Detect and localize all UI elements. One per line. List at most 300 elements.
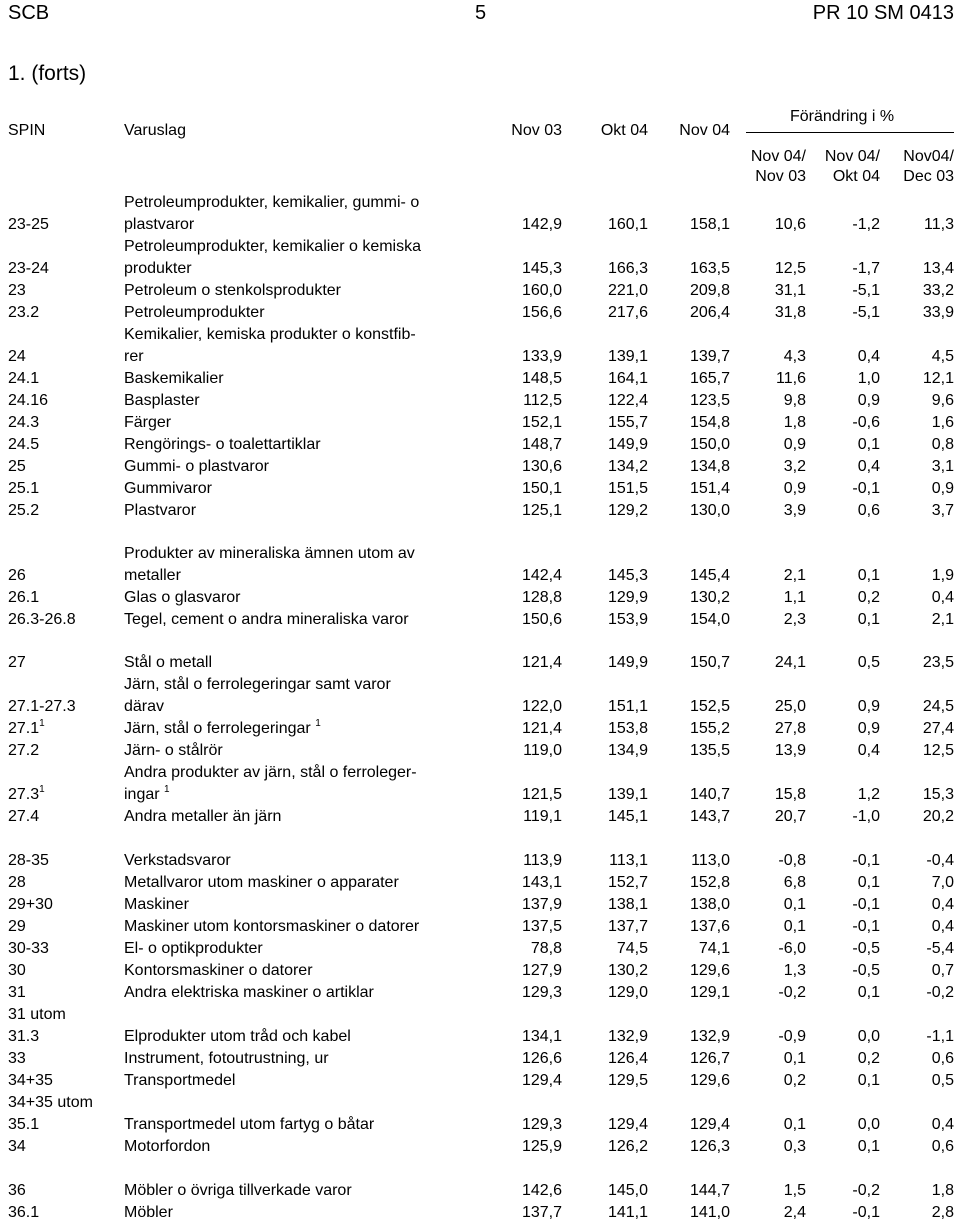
row-name xyxy=(124,434,484,456)
row-code-text: 23-25 xyxy=(8,216,49,233)
value-nov03: 130,6 xyxy=(521,458,562,475)
row-name xyxy=(124,916,484,938)
change-nov04-nov03: 0,1 xyxy=(783,1050,806,1067)
change-nov04-dec03: 15,3 xyxy=(922,786,954,803)
change-nov04-dec03: 20,2 xyxy=(922,808,954,825)
row-name xyxy=(124,1136,484,1158)
change-nov04-nov03: 1,1 xyxy=(783,589,806,606)
change-nov04-okt04: 0,4 xyxy=(857,742,880,759)
value-nov03: 119,1 xyxy=(523,808,562,825)
change-nov04-nov03: 0,9 xyxy=(783,480,806,497)
change-nov04-nov03: 0,1 xyxy=(783,918,806,935)
row-code xyxy=(8,500,39,522)
row-name-text: Transportmedel xyxy=(124,1072,236,1089)
value-nov03: 127,9 xyxy=(521,962,562,979)
value-nov04: 150,7 xyxy=(689,654,730,671)
value-nov04: 132,9 xyxy=(689,1028,730,1045)
table-row xyxy=(0,1026,960,1048)
change-nov04-nov03: 0,1 xyxy=(783,1116,806,1133)
row-name-text: Rengörings- o toalettartiklar xyxy=(124,436,321,453)
change-nov04-nov03: 2,4 xyxy=(783,1204,806,1221)
value-nov03: 126,6 xyxy=(521,1050,562,1067)
change-nov04-dec03: 2,8 xyxy=(931,1204,954,1221)
col-ch3-line2: Dec 03 xyxy=(903,168,954,185)
table-row xyxy=(0,1180,960,1202)
value-nov03: 129,3 xyxy=(521,1116,562,1133)
value-okt04: 134,2 xyxy=(607,458,648,475)
row-name xyxy=(124,960,484,982)
change-nov04-dec03: 0,4 xyxy=(931,896,954,913)
row-name xyxy=(124,609,484,631)
row-name-line xyxy=(124,434,484,456)
change-nov04-dec03: 0,4 xyxy=(931,1116,954,1133)
row-name-line xyxy=(124,609,484,631)
row-code-text: 24.16 xyxy=(8,392,49,409)
change-nov04-nov03: 31,1 xyxy=(774,282,806,299)
change-nov04-nov03: 12,5 xyxy=(774,260,806,277)
change-nov04-dec03: 3,7 xyxy=(931,502,954,519)
row-code-text: 24.3 xyxy=(8,414,40,431)
row-name xyxy=(124,302,484,324)
col-varuslag: Varuslag xyxy=(124,122,186,139)
table-row xyxy=(0,718,960,740)
row-code-text: 27.4 xyxy=(8,808,40,825)
col-nov04: Nov 04 xyxy=(679,122,730,139)
change-nov04-dec03: 13,4 xyxy=(922,260,954,277)
row-name xyxy=(124,478,484,500)
change-nov04-okt04: -1,7 xyxy=(852,260,880,277)
value-okt04: 221,0 xyxy=(607,282,648,299)
row-code-text: 26.3-26.8 xyxy=(8,611,76,628)
change-nov04-dec03: -5,4 xyxy=(926,940,954,957)
value-okt04: 141,1 xyxy=(607,1204,648,1221)
value-nov03: 156,6 xyxy=(521,304,562,321)
row-name-text: Glas o glasvaror xyxy=(124,589,241,606)
table-row xyxy=(0,740,960,762)
row-code-text: 29+30 xyxy=(8,896,53,913)
table-row xyxy=(0,280,960,302)
change-nov04-dec03: 0,4 xyxy=(931,589,954,606)
row-name-text: Gummi- o plastvaror xyxy=(124,458,269,475)
row-name xyxy=(124,1026,484,1048)
row-code-text: 24.1 xyxy=(8,370,40,387)
value-okt04: 122,4 xyxy=(607,392,648,409)
change-nov04-dec03: 12,1 xyxy=(922,370,954,387)
row-name-line xyxy=(124,236,484,258)
change-nov04-okt04: 0,9 xyxy=(857,698,880,715)
value-okt04: 132,9 xyxy=(607,1028,648,1045)
change-nov04-dec03: 0,4 xyxy=(931,918,954,935)
table-row xyxy=(0,1048,960,1070)
value-nov03: 142,4 xyxy=(521,567,562,584)
row-name-line xyxy=(124,302,484,324)
value-okt04: 113,1 xyxy=(609,852,648,869)
row-code xyxy=(8,740,39,762)
row-name xyxy=(124,1070,484,1092)
value-nov03: 160,0 xyxy=(521,282,562,299)
row-code-text: 31 utom xyxy=(8,1006,66,1023)
table-row xyxy=(0,238,960,280)
row-code xyxy=(8,258,49,280)
row-name xyxy=(124,652,484,674)
row-code xyxy=(8,1180,26,1202)
row-name-text: Andra elektriska maskiner o artiklar xyxy=(124,984,374,1001)
value-nov03: 78,8 xyxy=(530,940,562,957)
row-name xyxy=(124,587,484,609)
row-name-text: Transportmedel utom fartyg o båtar xyxy=(124,1116,375,1133)
row-name-line xyxy=(124,696,484,718)
row-name-line xyxy=(124,543,484,565)
row-code xyxy=(8,368,39,390)
change-nov04-dec03: 24,5 xyxy=(922,698,954,715)
row-name-line xyxy=(124,280,484,302)
row-name xyxy=(124,718,484,740)
page-number: 5 xyxy=(475,2,487,24)
value-nov04: 138,0 xyxy=(689,896,730,913)
row-code xyxy=(8,960,26,982)
row-code xyxy=(8,872,26,894)
col-spin: SPIN xyxy=(8,122,46,139)
row-name-text: rer xyxy=(124,348,144,365)
row-name xyxy=(124,740,484,762)
change-nov04-okt04: -0,1 xyxy=(852,852,880,869)
footnote-marker: 1 xyxy=(39,718,45,729)
value-nov04: 150,0 xyxy=(689,436,730,453)
row-name xyxy=(124,390,484,412)
row-code xyxy=(8,1070,53,1092)
row-name-text: därav xyxy=(124,698,165,715)
row-name-line xyxy=(124,850,484,872)
change-nov04-dec03: 0,6 xyxy=(931,1050,954,1067)
change-nov04-okt04: 0,0 xyxy=(857,1116,880,1133)
row-name-line xyxy=(124,412,484,434)
table-row xyxy=(0,806,960,828)
value-nov03: 121,5 xyxy=(521,786,562,803)
value-okt04: 153,8 xyxy=(607,720,648,737)
value-nov03: 137,7 xyxy=(521,1204,562,1221)
change-nov04-dec03: 9,6 xyxy=(931,392,954,409)
row-name-line xyxy=(124,258,484,280)
value-okt04: 138,1 xyxy=(607,896,648,913)
table-row xyxy=(0,1004,960,1026)
row-code-text: 25.2 xyxy=(8,502,40,519)
table-row xyxy=(0,894,960,916)
col-ch3-line1: Nov04/ xyxy=(903,148,954,165)
row-name-text: Kontorsmaskiner o datorer xyxy=(124,962,313,979)
row-name-text: Basplaster xyxy=(124,392,200,409)
row-name-line xyxy=(124,1136,484,1158)
change-nov04-nov03: 15,8 xyxy=(774,786,806,803)
row-code xyxy=(8,214,49,236)
row-code xyxy=(8,1092,93,1114)
value-okt04: 130,2 xyxy=(607,962,648,979)
row-code xyxy=(8,718,45,740)
change-nov04-nov03: 0,3 xyxy=(783,1138,806,1155)
row-name-text: Möbler o övriga tillverkade varor xyxy=(124,1182,352,1199)
value-nov03: 122,0 xyxy=(521,698,562,715)
change-nov04-nov03: 1,5 xyxy=(783,1182,806,1199)
row-name-line xyxy=(124,1114,484,1136)
row-name xyxy=(124,500,484,522)
row-code xyxy=(8,478,39,500)
row-code xyxy=(8,302,39,324)
value-okt04: 160,1 xyxy=(607,216,648,233)
row-code xyxy=(8,609,76,631)
value-nov04: 155,2 xyxy=(689,720,730,737)
change-nov04-dec03: 4,5 xyxy=(931,348,954,365)
row-code xyxy=(8,1202,39,1224)
row-name-text: Järn, stål o ferrolegeringar samt varor xyxy=(124,676,391,693)
change-nov04-okt04: -1,0 xyxy=(852,808,880,825)
row-code-text: 28-35 xyxy=(8,852,49,869)
change-nov04-nov03: 4,3 xyxy=(783,348,806,365)
row-name xyxy=(124,412,484,434)
table-row xyxy=(0,500,960,522)
value-nov03: 129,3 xyxy=(521,984,562,1001)
row-code xyxy=(8,784,45,806)
row-name-line xyxy=(124,1048,484,1070)
value-nov03: 121,4 xyxy=(521,654,562,671)
change-nov04-nov03: 31,8 xyxy=(774,304,806,321)
value-okt04: 134,9 xyxy=(607,742,648,759)
row-name-line xyxy=(124,674,484,696)
row-code-text: 28 xyxy=(8,874,26,891)
row-name xyxy=(124,280,484,302)
row-name-text: El- o optikprodukter xyxy=(124,940,263,957)
change-nov04-dec03: 0,7 xyxy=(931,962,954,979)
row-name-text: Petroleumprodukter xyxy=(124,304,265,321)
change-nov04-dec03: 11,3 xyxy=(924,216,954,233)
value-okt04: 126,2 xyxy=(607,1138,648,1155)
change-nov04-okt04: 1,2 xyxy=(857,786,880,803)
row-name-text: Petroleum o stenkolsprodukter xyxy=(124,282,341,299)
value-nov04: 134,8 xyxy=(689,458,730,475)
value-nov04: 129,4 xyxy=(689,1116,730,1133)
row-name-text: Kemikalier, kemiska produkter o konstfib- xyxy=(124,326,416,343)
value-okt04: 137,7 xyxy=(607,918,648,935)
value-nov03: 145,3 xyxy=(521,260,562,277)
value-nov04: 151,4 xyxy=(689,480,730,497)
change-nov04-okt04: 1,0 xyxy=(857,370,880,387)
row-name-line xyxy=(124,500,484,522)
value-nov04: 165,7 xyxy=(689,370,730,387)
change-nov04-dec03: 12,5 xyxy=(922,742,954,759)
table-row xyxy=(0,916,960,938)
value-nov04: 206,4 xyxy=(689,304,730,321)
col-nov03: Nov 03 xyxy=(511,122,562,139)
value-nov03: 142,6 xyxy=(521,1182,562,1199)
row-name xyxy=(124,872,484,894)
col-okt04: Okt 04 xyxy=(600,122,648,139)
value-nov03: 150,6 xyxy=(521,611,562,628)
value-nov04: 154,8 xyxy=(689,414,730,431)
row-code-text: 26 xyxy=(8,567,26,584)
header-org: SCB xyxy=(8,2,50,24)
change-nov04-nov03: 0,2 xyxy=(783,1072,806,1089)
value-okt04: 151,5 xyxy=(607,480,648,497)
value-nov03: 134,1 xyxy=(521,1028,562,1045)
value-nov03: 119,0 xyxy=(523,742,562,759)
value-okt04: 145,3 xyxy=(607,567,648,584)
row-code xyxy=(8,1026,39,1048)
row-name xyxy=(124,674,484,718)
change-nov04-dec03: -0,2 xyxy=(926,984,954,1001)
value-okt04: 126,4 xyxy=(607,1050,648,1067)
row-name-text: Elprodukter utom tråd och kabel xyxy=(124,1028,351,1045)
value-nov04: 126,3 xyxy=(689,1138,730,1155)
row-name xyxy=(124,894,484,916)
row-name xyxy=(124,806,484,828)
table-row xyxy=(0,545,960,587)
row-code-text: 23.2 xyxy=(8,304,40,321)
value-okt04: 151,1 xyxy=(607,698,648,715)
row-name xyxy=(124,192,484,236)
row-code xyxy=(8,938,49,960)
value-nov04: 158,1 xyxy=(689,216,730,233)
row-name-text: Andra metaller än järn xyxy=(124,808,282,825)
row-name-line xyxy=(124,214,484,236)
value-nov04: 130,2 xyxy=(689,589,730,606)
row-code xyxy=(8,1004,66,1026)
table-row xyxy=(0,1202,960,1224)
row-name xyxy=(124,236,484,280)
table-row xyxy=(0,587,960,609)
row-name-line xyxy=(124,740,484,762)
change-nov04-nov03: -0,8 xyxy=(778,852,806,869)
value-nov04: 129,6 xyxy=(689,1072,730,1089)
change-nov04-okt04: -5,1 xyxy=(852,304,880,321)
col-change-group: Förändring i % xyxy=(790,108,895,125)
change-nov04-dec03: 27,4 xyxy=(922,720,954,737)
change-nov04-nov03: 11,6 xyxy=(776,370,806,387)
value-nov04: 139,7 xyxy=(689,348,730,365)
row-code xyxy=(8,346,26,368)
table-row xyxy=(0,302,960,324)
row-name-line xyxy=(124,324,484,346)
row-name-text: Maskiner xyxy=(124,896,189,913)
value-nov03: 137,9 xyxy=(521,896,562,913)
change-nov04-dec03: 3,1 xyxy=(931,458,954,475)
table-row xyxy=(0,1114,960,1136)
change-nov04-okt04: 0,2 xyxy=(857,1050,880,1067)
row-name-line xyxy=(124,938,484,960)
value-okt04: 145,1 xyxy=(607,808,648,825)
value-nov04: 144,7 xyxy=(689,1182,730,1199)
change-nov04-okt04: -0,2 xyxy=(852,1182,880,1199)
change-nov04-okt04: 0,2 xyxy=(857,589,880,606)
value-okt04: 149,9 xyxy=(607,654,648,671)
value-nov04: 141,0 xyxy=(689,1204,730,1221)
row-name xyxy=(124,1180,484,1202)
table-row xyxy=(0,390,960,412)
change-nov04-dec03: 0,9 xyxy=(931,480,954,497)
value-nov03: 152,1 xyxy=(521,414,562,431)
row-code-text: 24 xyxy=(8,348,26,365)
row-name-line xyxy=(124,346,484,368)
row-name-line xyxy=(124,718,484,740)
value-nov04: 130,0 xyxy=(689,502,730,519)
change-nov04-okt04: -1,2 xyxy=(852,216,880,233)
row-code-text: 25 xyxy=(8,458,26,475)
row-code xyxy=(8,894,53,916)
row-code xyxy=(8,1136,26,1158)
row-code xyxy=(8,806,39,828)
row-code xyxy=(8,390,48,412)
row-name-line xyxy=(124,762,484,784)
value-nov03: 150,1 xyxy=(521,480,562,497)
table-row xyxy=(0,434,960,456)
row-name-text: Instrument, fotoutrustning, ur xyxy=(124,1050,329,1067)
value-nov04: 152,5 xyxy=(689,698,730,715)
row-code-text: 27.2 xyxy=(8,742,40,759)
row-code xyxy=(8,1048,26,1070)
change-nov04-okt04: 0,1 xyxy=(857,1072,880,1089)
row-code-text: 34+35 utom xyxy=(8,1094,93,1111)
row-code xyxy=(8,434,39,456)
row-name xyxy=(124,1114,484,1136)
change-nov04-okt04: 0,9 xyxy=(857,720,880,737)
row-code-text: 36 xyxy=(8,1182,26,1199)
change-nov04-okt04: -0,1 xyxy=(852,1204,880,1221)
row-name xyxy=(124,368,484,390)
row-name-line xyxy=(124,390,484,412)
row-code xyxy=(8,652,26,674)
value-nov03: 128,8 xyxy=(521,589,562,606)
table-row xyxy=(0,1136,960,1158)
row-code-text: 29 xyxy=(8,918,26,935)
row-name-text: Maskiner utom kontorsmaskiner o datorer xyxy=(124,918,420,935)
table-row xyxy=(0,368,960,390)
row-name-text: Möbler xyxy=(124,1204,173,1221)
col-ch2-line2: Okt 04 xyxy=(832,168,880,185)
change-nov04-nov03: 13,9 xyxy=(774,742,806,759)
footnote-marker: 1 xyxy=(315,718,321,729)
change-nov04-nov03: 1,3 xyxy=(783,962,806,979)
row-name-text: Baskemikalier xyxy=(124,370,224,387)
change-nov04-dec03: 1,8 xyxy=(931,1182,954,1199)
table-row xyxy=(0,872,960,894)
value-nov04: 129,1 xyxy=(689,984,730,1001)
value-okt04: 129,4 xyxy=(607,1116,648,1133)
value-nov04: 209,8 xyxy=(689,282,730,299)
row-code-text: 31.3 xyxy=(8,1028,40,1045)
col-ch1-line1: Nov 04/ xyxy=(750,148,806,165)
change-nov04-dec03: 1,6 xyxy=(931,414,954,431)
value-nov04: 74,1 xyxy=(698,940,730,957)
row-name-text: Tegel, cement o andra mineraliska varor xyxy=(124,611,409,628)
change-nov04-okt04: 0,1 xyxy=(857,874,880,891)
value-okt04: 139,1 xyxy=(607,348,648,365)
change-nov04-okt04: 0,9 xyxy=(857,392,880,409)
value-nov03: 142,9 xyxy=(521,216,562,233)
value-okt04: 129,0 xyxy=(607,984,648,1001)
row-name-line xyxy=(124,368,484,390)
change-nov04-okt04: 0,4 xyxy=(857,458,880,475)
row-name-line xyxy=(124,565,484,587)
change-nov04-okt04: -0,1 xyxy=(852,896,880,913)
report-id: PR 10 SM 0413 xyxy=(812,2,954,24)
change-nov04-dec03: 1,9 xyxy=(931,567,954,584)
change-nov04-nov03: -0,2 xyxy=(778,984,806,1001)
change-nov04-nov03: -6,0 xyxy=(778,940,806,957)
change-nov04-nov03: 27,8 xyxy=(774,720,806,737)
footnote-marker: 1 xyxy=(39,784,45,795)
value-okt04: 155,7 xyxy=(607,414,648,431)
change-nov04-dec03: 0,8 xyxy=(931,436,954,453)
row-code-text: 27.3 xyxy=(8,786,40,803)
value-nov03: 112,5 xyxy=(523,392,562,409)
change-nov04-okt04: 0,1 xyxy=(857,436,880,453)
